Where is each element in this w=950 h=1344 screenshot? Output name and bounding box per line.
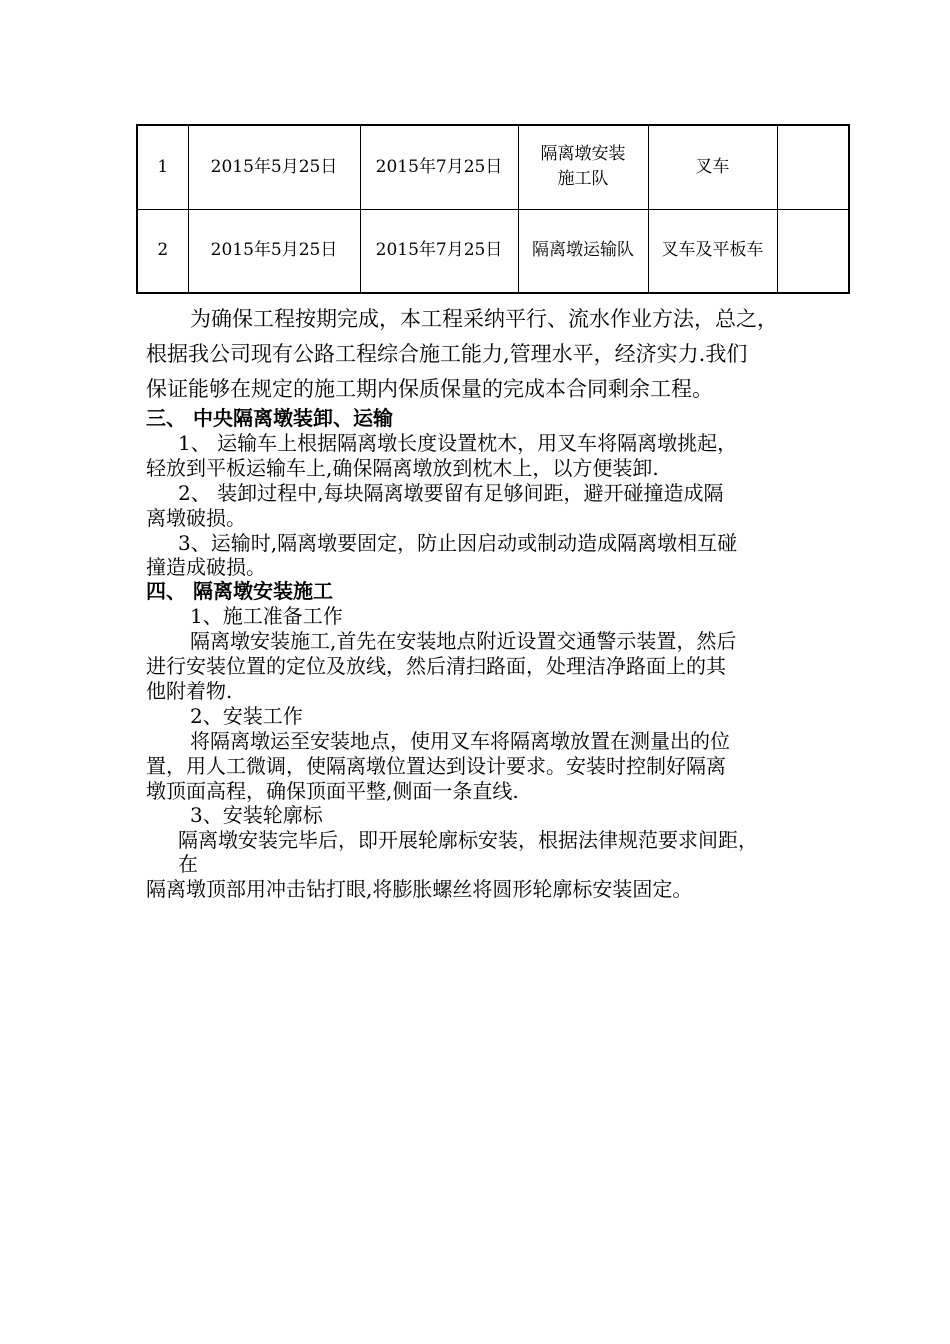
- intro-paragraph-line: 保证能够在规定的施工期内保质保量的完成本合同剩余工程。: [146, 377, 713, 401]
- section-4-paragraph-line: 进行安装位置的定位及放线，然后清扫路面，处理洁净路面上的其: [146, 654, 726, 678]
- section-4-paragraph-line: 墩顶面高程，确保顶面平整,侧面一条直线.: [146, 779, 519, 803]
- row-number-cell: 2: [137, 209, 188, 293]
- section-3-paragraph-line: 撞造成破损。: [146, 555, 266, 579]
- team-cell: [518, 125, 648, 209]
- equipment-cell: 叉车: [648, 125, 777, 209]
- section-4-heading: 四、 隔离墩安装施工: [146, 579, 333, 603]
- section-3-paragraph-line: 轻放到平板运输车上,确保隔离墩放到枕木上，以方便装卸.: [146, 456, 659, 480]
- subsection-title: 3、安装轮廓标: [190, 803, 323, 827]
- construction-schedule-table: [136, 124, 850, 294]
- section-4-paragraph-line: 隔离墩顶部用冲击钻打眼,将膨胀螺丝将圆形轮廓标安装固定。: [146, 877, 693, 901]
- start-date-cell: 2015年5月25日: [188, 125, 360, 209]
- section-3-paragraph-line: 3、运输时,隔离墩要固定，防止因启动或制动造成隔离墩相互碰: [178, 531, 738, 555]
- section-3-paragraph-line: 1、 运输车上根据隔离墩长度设置枕木，用叉车将隔离墩挑起，: [178, 431, 738, 455]
- intro-paragraph-line: 根据我公司现有公路工程综合施工能力,管理水平，经济实力.我们: [146, 342, 748, 366]
- section-3-heading: 三、 中央隔离墩装卸、运输: [146, 406, 393, 430]
- end-date-cell: 2015年7月25日: [360, 125, 518, 209]
- section-4-paragraph-line: 他附着物.: [146, 679, 233, 703]
- team-name-line1: 隔离墩运输队: [532, 240, 634, 261]
- equipment-cell: 叉车及平板车: [648, 209, 777, 293]
- note-cell: [777, 125, 849, 209]
- section-3-paragraph-line: 2、 装卸过程中,每块隔离墩要留有足够间距，避开碰撞造成隔: [178, 481, 724, 505]
- subsection-title: 1、施工准备工作: [190, 604, 343, 628]
- note-cell: [777, 209, 849, 293]
- row-number-cell: 1: [137, 125, 188, 209]
- team-name-line1: 隔离墩安装: [540, 144, 626, 165]
- team-name-line2: 施工队: [557, 169, 609, 190]
- table-row: [137, 125, 849, 209]
- team-cell: [518, 209, 648, 293]
- intro-paragraph-line: 为确保工程按期完成，本工程采纳平行、流水作业方法，总之，: [190, 307, 778, 331]
- section-4-paragraph-line: 隔离墩安装施工,首先在安装地点附近设置交通警示装置，然后: [190, 629, 737, 653]
- section-4-paragraph-line: 置，用人工微调，使隔离墩位置达到设计要求。安装时控制好隔离: [146, 754, 726, 778]
- section-4-paragraph-line: 在: [178, 852, 198, 876]
- table-row: [137, 209, 849, 293]
- end-date-cell: 2015年7月25日: [360, 209, 518, 293]
- section-4-paragraph-line: 隔离墩安装完毕后，即开展轮廓标安装，根据法律规范要求间距，: [178, 828, 758, 852]
- subsection-title: 2、安装工作: [190, 704, 303, 728]
- section-4-paragraph-line: 将隔离墩运至安装地点，使用叉车将隔离墩放置在测量出的位: [190, 729, 730, 753]
- section-3-paragraph-line: 离墩破损。: [146, 506, 246, 530]
- start-date-cell: 2015年5月25日: [188, 209, 360, 293]
